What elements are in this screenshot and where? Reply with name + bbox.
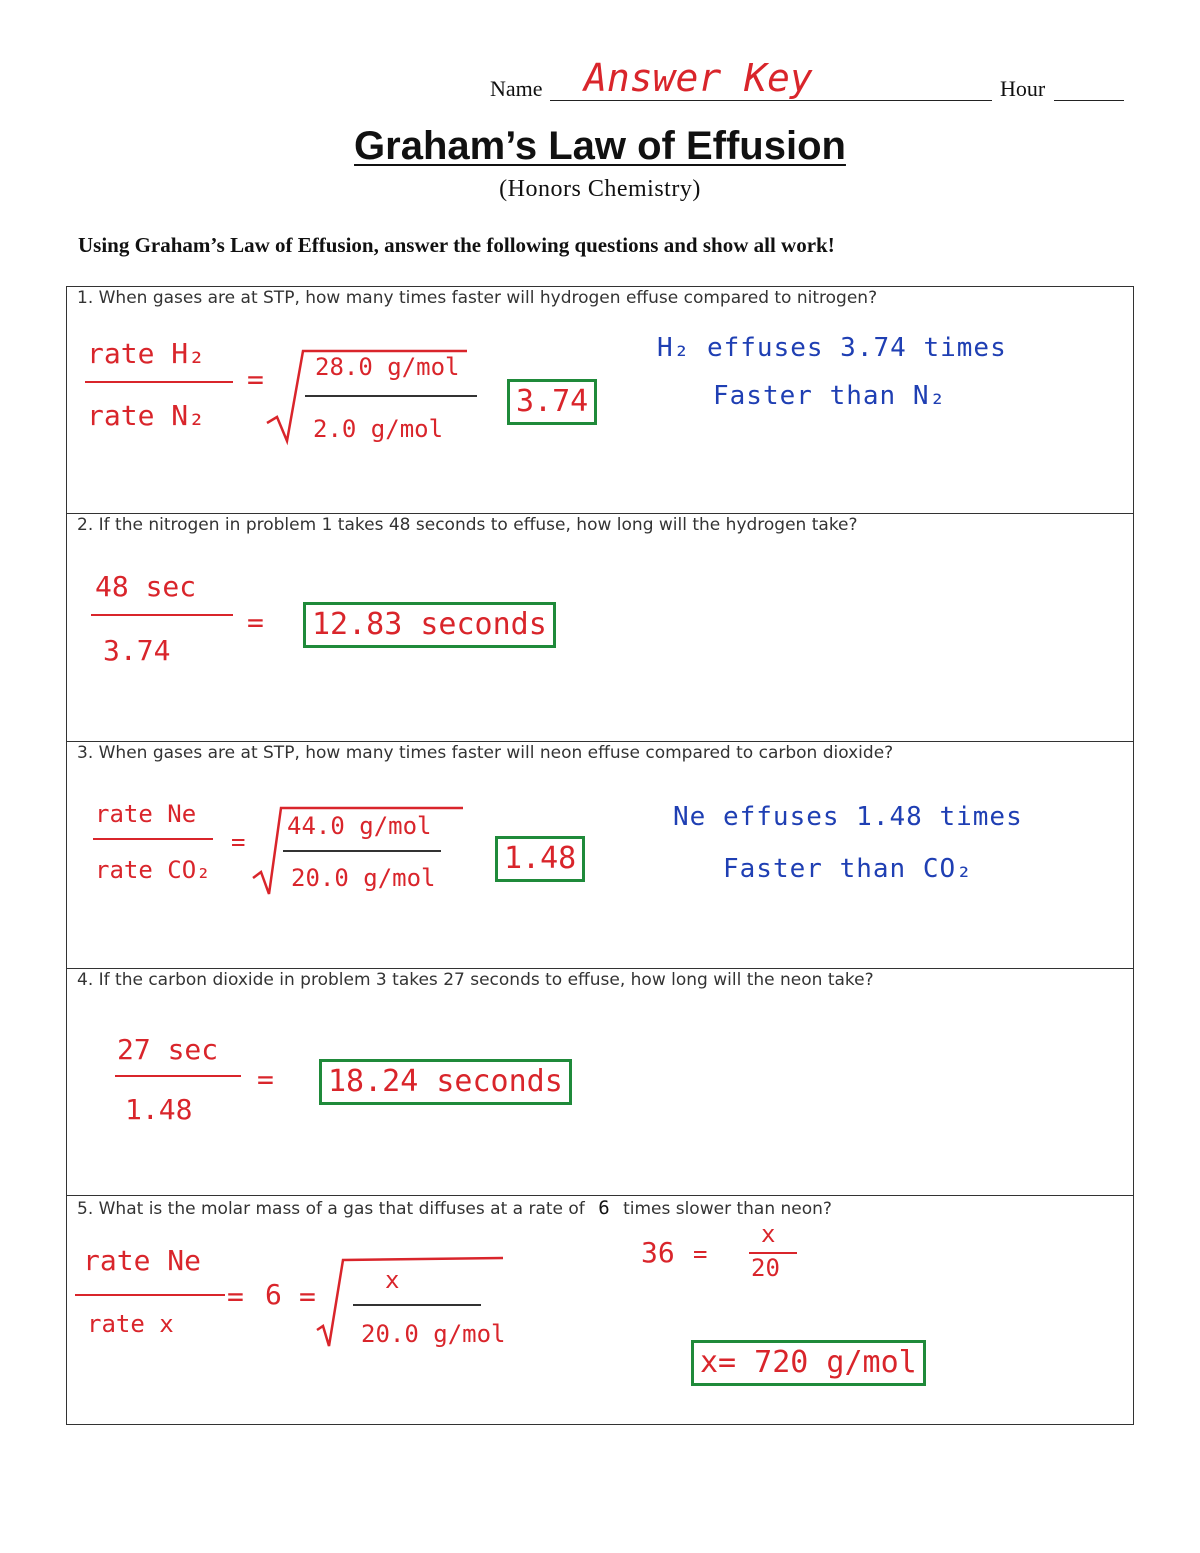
question-1-box	[66, 286, 1134, 514]
page-subtitle: (Honors Chemistry)	[499, 176, 701, 202]
q4-fraction-bar	[115, 1075, 241, 1077]
q4-answer-box: 18.24 seconds	[319, 1059, 572, 1105]
hour-field-line[interactable]	[1054, 100, 1124, 101]
question-3-text: 3. When gases are at STP, how many times faster will neon effuse compared to carbon dioxide?	[77, 743, 894, 763]
q5-radical-fraction-bar	[353, 1304, 481, 1306]
q2-denominator: 3.74	[103, 634, 171, 667]
question-4-text: 4. If the carbon dioxide in problem 3 takes 27 seconds to effuse, how long will the neon take?	[77, 970, 874, 990]
q2-answer-box: 12.83 seconds	[303, 602, 556, 648]
question-5-text	[77, 1197, 832, 1219]
q3-lhs-fraction-bar	[93, 838, 213, 840]
q5-side-denominator: 20	[751, 1254, 780, 1282]
q4-numerator: 27 sec	[117, 1033, 219, 1066]
q1-note-line1: H₂ effuses 3.74 times	[657, 333, 1007, 363]
q4-denominator: 1.48	[125, 1093, 193, 1126]
name-field-line[interactable]	[550, 100, 992, 101]
question-5-text-after: times slower than neon?	[623, 1199, 832, 1219]
q5-lhs-denominator: rate x	[87, 1310, 174, 1338]
q5-answer-box: x= 720 g/mol	[691, 1340, 926, 1386]
q5-equals-1: =	[227, 1280, 244, 1313]
q5-radical-numerator: x	[385, 1266, 400, 1294]
question-1-text: 1. When gases are at STP, how many times faster will hydrogen effuse compared to nitrogen?	[77, 288, 878, 308]
q5-middle-value: 6	[265, 1278, 282, 1311]
q3-lhs-numerator: rate Ne	[95, 800, 197, 828]
q1-answer-box: 3.74	[507, 379, 597, 425]
q5-side-equals: =	[693, 1240, 708, 1268]
q1-radical-fraction-bar	[305, 395, 477, 397]
q5-radical-denominator: 20.0 g/mol	[361, 1320, 506, 1348]
q3-equals: =	[231, 828, 246, 856]
q2-equals: =	[247, 606, 264, 639]
question-5-box	[66, 1195, 1134, 1425]
q5-lhs-fraction-bar	[75, 1294, 225, 1296]
q3-radical-numerator: 44.0 g/mol	[287, 812, 432, 840]
name-label: Name	[490, 76, 543, 101]
q3-note-line1: Ne effuses 1.48 times	[673, 802, 1023, 832]
question-2-box	[66, 513, 1134, 742]
page-title: Graham’s Law of Effusion	[354, 124, 846, 168]
q3-note-line2: Faster than CO₂	[723, 854, 973, 884]
q4-equals: =	[257, 1063, 274, 1096]
q5-side-numerator: x	[761, 1220, 776, 1248]
instructions: Using Graham’s Law of Effusion, answer the following questions and show all work!	[78, 233, 835, 257]
q1-radical-denominator: 2.0 g/mol	[313, 415, 444, 443]
question-2-text: 2. If the nitrogen in problem 1 takes 48 seconds to effuse, how long will the hydrogen take?	[77, 515, 858, 535]
hour-label: Hour	[1000, 76, 1046, 101]
q1-radical-numerator: 28.0 g/mol	[315, 353, 460, 381]
q2-fraction-bar	[91, 614, 233, 616]
q3-radical-fraction-bar	[283, 850, 441, 852]
question-5-text-before: 5. What is the molar mass of a gas that diffuses at a rate of	[77, 1199, 585, 1219]
q3-radical-denominator: 20.0 g/mol	[291, 864, 436, 892]
q1-lhs-fraction-bar	[85, 381, 233, 383]
q3-answer-box: 1.48	[495, 836, 585, 882]
q5-equals-2: =	[299, 1280, 316, 1313]
q1-lhs-numerator: rate H₂	[87, 337, 206, 370]
q3-lhs-denominator: rate CO₂	[95, 856, 211, 884]
q5-lhs-numerator: rate Ne	[83, 1244, 202, 1277]
question-3-box	[66, 741, 1134, 969]
q5-side-lhs: 36	[641, 1236, 675, 1269]
q1-equals: =	[247, 363, 264, 396]
name-value: Answer Key	[584, 56, 813, 100]
question-4-box	[66, 968, 1134, 1196]
question-5-blank-value: 6	[598, 1197, 610, 1219]
q1-lhs-denominator: rate N₂	[87, 399, 206, 432]
q1-note-line2: Faster than N₂	[713, 381, 947, 411]
q2-numerator: 48 sec	[95, 570, 197, 603]
